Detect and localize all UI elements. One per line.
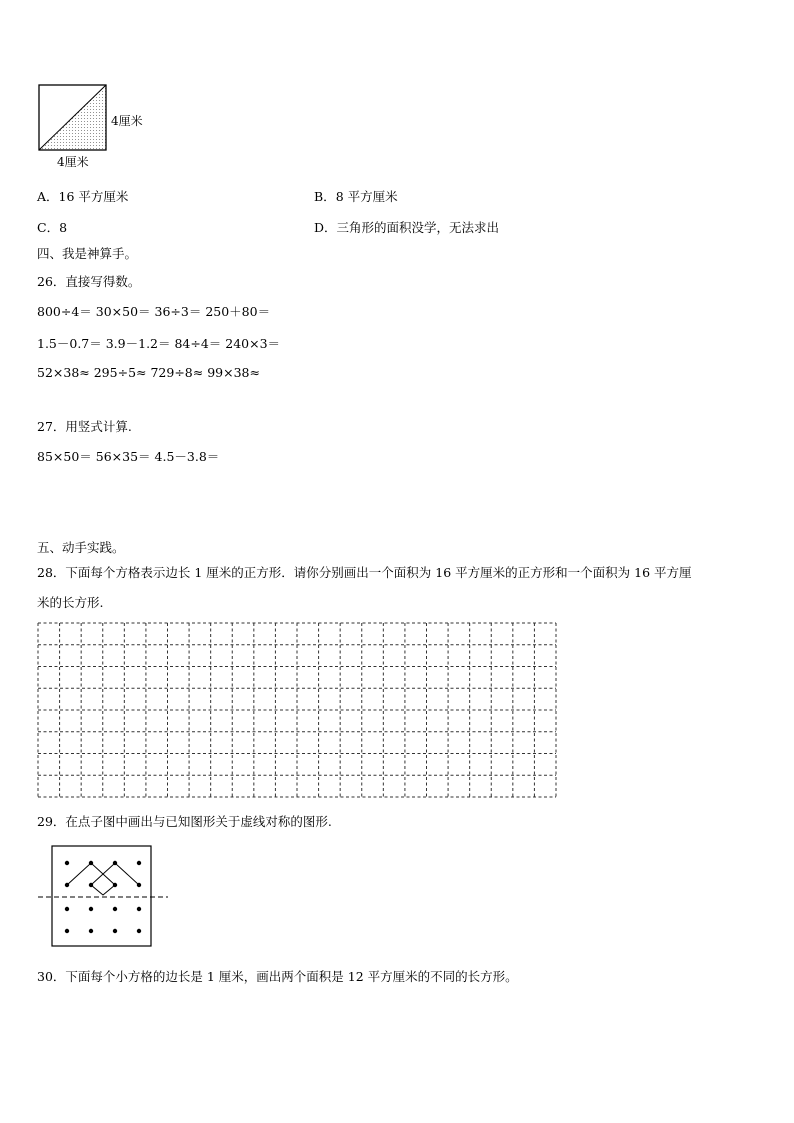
q26-row-2: 1.5－0.7＝ 3.9－1.2＝ 84÷4＝ 240×3＝ [37,336,281,351]
grid-dot [137,907,141,911]
option-a[interactable] [37,187,128,205]
option-a-text: 16 平方厘米 [58,189,129,204]
grid-dot [89,929,93,933]
grid-dot [65,861,69,865]
option-b-text: 8 平方厘米 [335,189,398,204]
grid-dot [89,907,93,911]
grid-dot [113,907,117,911]
given-shape-bottom [91,885,115,895]
grid-dot [113,929,117,933]
section5-title: 五、动手实践。 [37,540,125,555]
q27-title: 27．用竖式计算. [37,419,132,434]
option-d[interactable] [314,218,499,236]
grid-dot [65,929,69,933]
q26-row-3: 52×38≈ 295÷5≈ 729÷8≈ 99×38≈ [37,365,260,380]
dashed-grid[interactable] [37,622,559,800]
q26-title: 26．直接写得数。 [37,274,141,289]
q30-title: 30．下面每个小方格的边长是 1 厘米，画出两个面积是 12 平方厘米的不同的长方形。 [37,969,518,984]
option-c-text: 8 [59,220,68,235]
option-b[interactable] [314,187,398,205]
option-b-letter: B． [314,189,336,204]
grid-dot [137,929,141,933]
q28-line-1: 28．下面每个方格表示边长 1 厘米的正方形．请你分别画出一个面积为 16 平方厘米的正方形和一个面积为 16 平方厘 [37,565,692,580]
q29-title: 29．在点子图中画出与已知图形关于虚线对称的图形. [37,814,332,829]
q27-row: 85×50＝ 56×35＝ 4.5－3.8＝ [37,449,220,464]
dot-grid-figure[interactable] [37,845,169,949]
option-c-letter: C． [37,220,60,235]
given-shape-left [67,863,115,885]
given-shape-right [91,863,139,885]
side-label-right: 4厘米 [111,114,143,128]
q26-row-1: 800÷4＝ 30×50＝ 36÷3＝ 250＋80＝ [37,304,271,319]
grid-dot [137,861,141,865]
option-d-letter: D． [314,220,337,235]
option-a-letter: A． [37,189,59,204]
q28-line-2: 米的长方形. [37,595,104,610]
square-triangle-figure [38,84,110,154]
side-label-bottom: 4厘米 [57,155,89,169]
section4-title: 四、我是神算手。 [37,246,138,261]
grid-dot [65,907,69,911]
option-c[interactable] [37,218,67,236]
option-d-text: 三角形的面积没学，无法求出 [336,220,500,235]
